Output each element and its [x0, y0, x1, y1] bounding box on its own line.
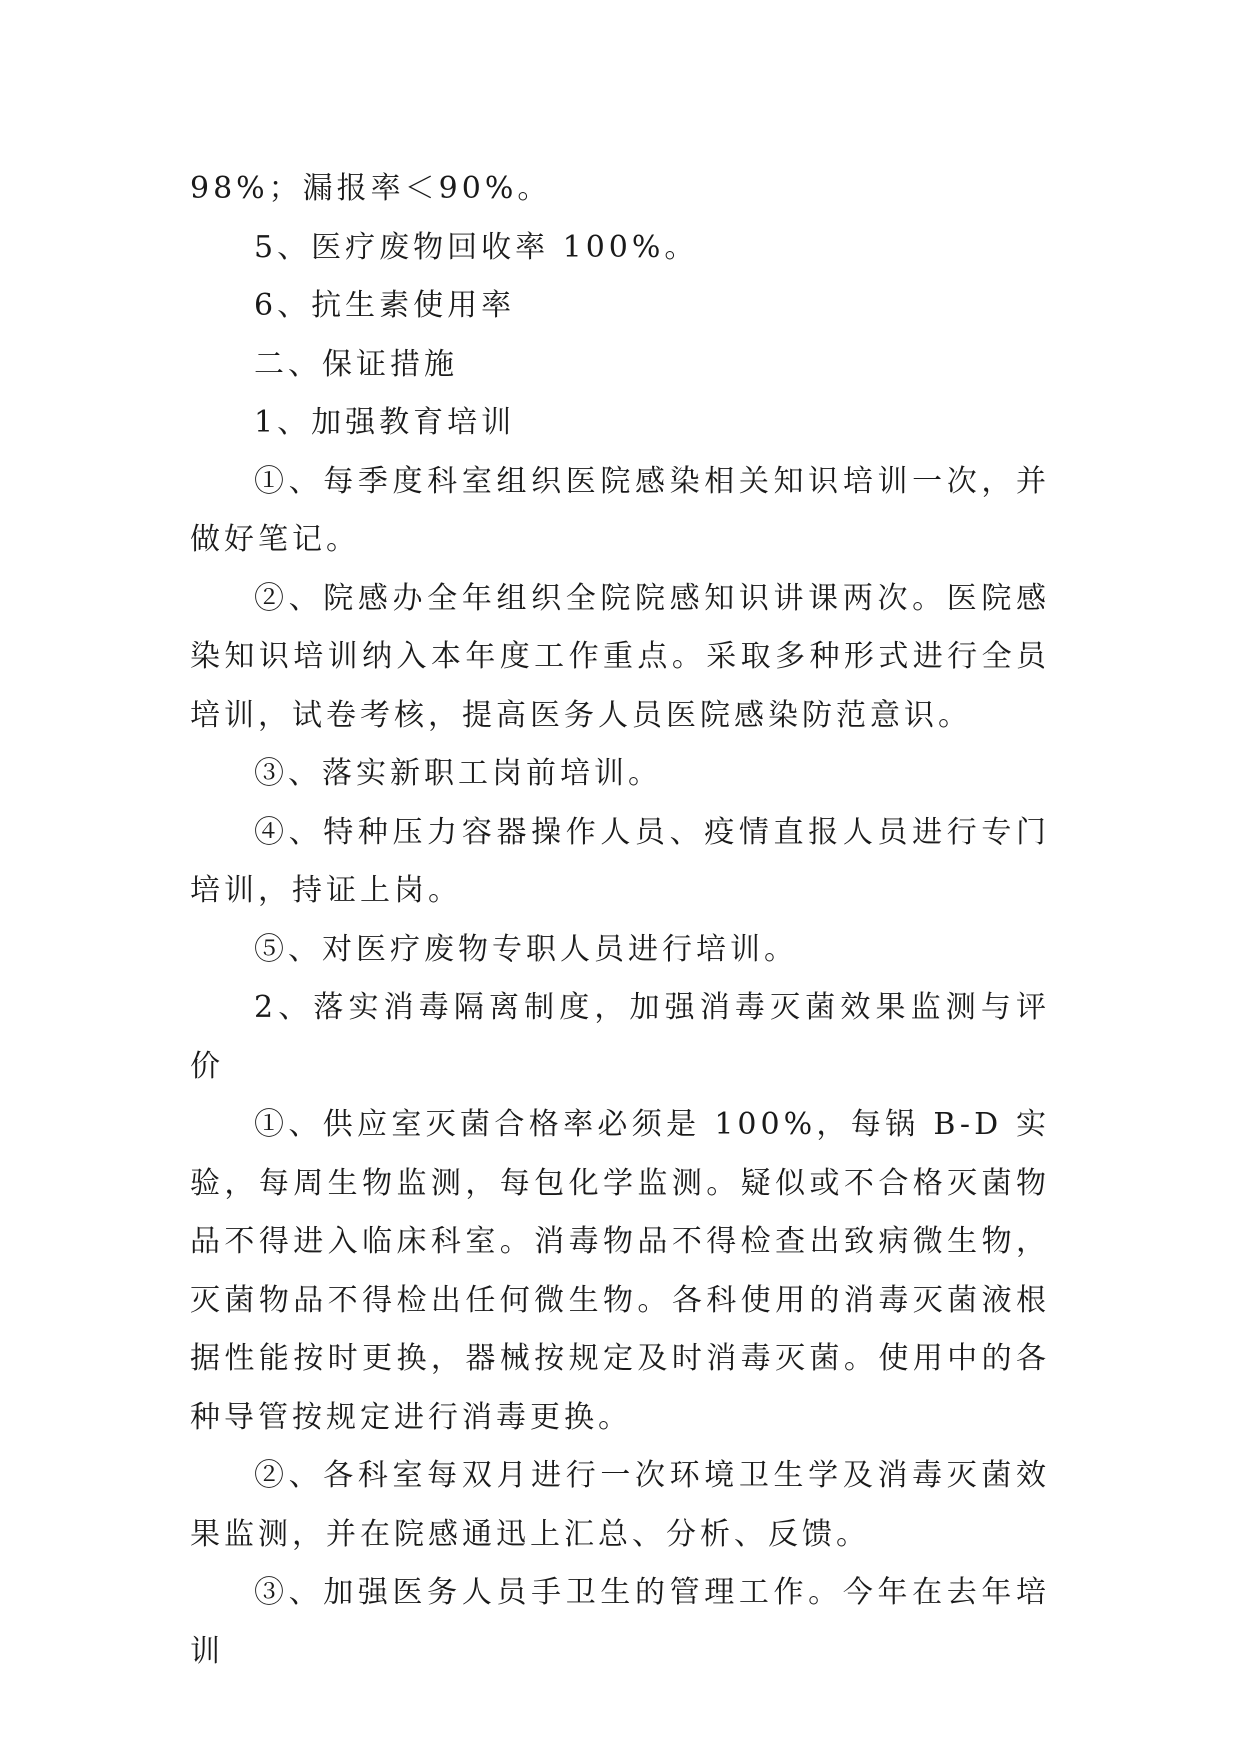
paragraph-training-3: ③、落实新职工岗前培训。: [254, 756, 662, 791]
section-heading-measures: 二、保证措施: [254, 346, 458, 382]
paragraph-item-6: 6、抗生素使用率: [254, 288, 516, 323]
paragraph-disinfection-3: ③、加强医务人员手卫生的管理工作。今年在去年培训: [190, 1575, 1050, 1669]
paragraph-continuation: 98%；漏报率＜90%。: [190, 171, 552, 206]
paragraph-item-5: 5、医疗废物回收率 100%。: [254, 229, 699, 265]
paragraph-training-4: ④、特种压力容器操作人员、疫情直报人员进行专门培训，持证上岗。: [190, 814, 1050, 908]
paragraph-training-1: ①、每季度科室组织医院感染相关知识培训一次，并做好笔记。: [190, 463, 1050, 557]
subheading-disinfection: 2、落实消毒隔离制度，加强消毒灭菌效果监测与评价: [190, 990, 1050, 1084]
subheading-training: 1、加强教育培训: [254, 405, 516, 440]
paragraph-training-2: ②、院感办全年组织全院院感知识讲课两次。医院感染知识培训纳入本年度工作重点。采取多种形式进行全员培训，试卷考核，提高医务人员医院感染防范意识。: [190, 580, 1050, 733]
paragraph-disinfection-2: ②、各科室每双月进行一次环境卫生学及消毒灭菌效果监测，并在院感通迅上汇总、分析、反馈。: [190, 1458, 1050, 1552]
paragraph-disinfection-1: ①、供应室灭菌合格率必须是 100%，每锅 B-D 实验，每周生物监测，每包化学监测。疑似或不合格灭菌物品不得进入临床科室。消毒物品不得检查出致病微生物，灭菌物品不得检出任何微生物。各科使用的消毒灭菌液根据性能按时更换，器械按规定及时消毒灭菌。使用中的各种导管按规定进行消毒更换。: [190, 1107, 1050, 1435]
paragraph-training-5: ⑤、对医疗废物专职人员进行培训。: [254, 931, 798, 967]
document-body: [190, 160, 1050, 1681]
